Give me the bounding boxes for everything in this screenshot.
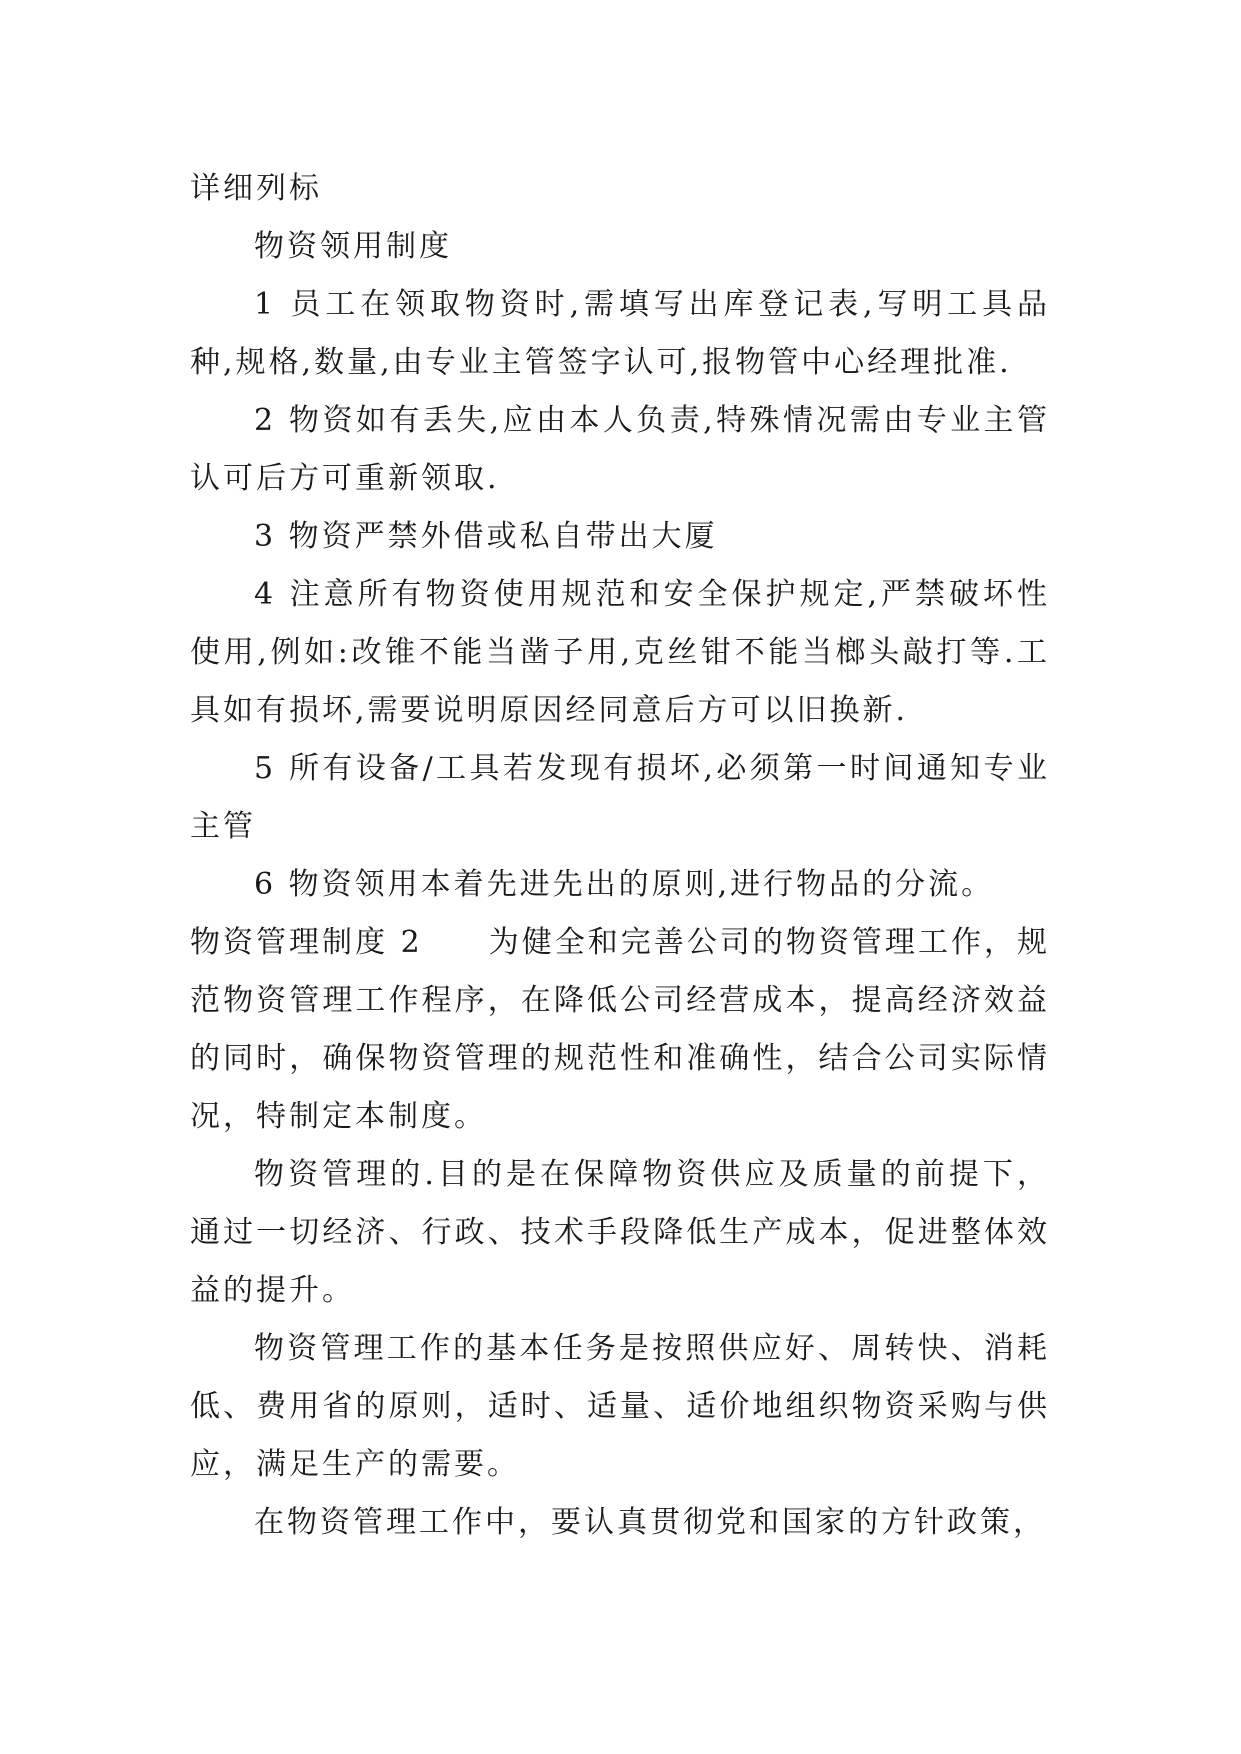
rule-item-1: 1 员工在领取物资时,需填写出库登记表,写明工具品种,规格,数量,由专业主管签字认可,报物管中心经理批准. bbox=[190, 287, 1050, 380]
body-paragraph: 在物资管理工作中，要认真贯彻党和国家的方针政策， bbox=[254, 1505, 1046, 1540]
document-heading: 详细列标 bbox=[190, 171, 322, 206]
body-paragraph: 物资管理工作的基本任务是按照供应好、周转快、消耗低、费用省的原则，适时、适量、适价地组织物资采购与供应，满足生产的需要。 bbox=[190, 1331, 1050, 1482]
section2-intro-paragraph bbox=[190, 914, 1050, 1146]
section-title: 物资领用制度 bbox=[254, 229, 452, 264]
document-body bbox=[190, 160, 1050, 1552]
rule-item-4: 4 注意所有物资使用规范和安全保护规定,严禁破坏性使用,例如:改锥不能当凿子用,克丝钳不能当榔头敲打等.工具如有损坏,需要说明原因经同意后方可以旧换新. bbox=[190, 577, 1050, 728]
rule-item-6: 6 物资领用本着先进先出的原则,进行物品的分流。 bbox=[254, 867, 995, 902]
body-paragraph: 物资管理的.目的是在保障物资供应及质量的前提下，通过一切经济、行政、技术手段降低生产成本，促进整体效益的提升。 bbox=[190, 1157, 1050, 1308]
section2-title: 物资管理制度 2 bbox=[190, 925, 423, 960]
rule-item-2: 2 物资如有丢失,应由本人负责,特殊情况需由专业主管认可后方可重新领取. bbox=[190, 403, 1050, 496]
section2-intro: 为健全和完善公司的物资管理工作，规范物资管理工作程序，在降低公司经营成本，提高经济效益的同时，确保物资管理的规范性和准确性，结合公司实际情况，特制定本制度。 bbox=[190, 925, 1050, 1134]
rule-item-3: 3 物资严禁外借或私自带出大厦 bbox=[254, 519, 718, 554]
rule-item-5: 5 所有设备/工具若发现有损坏,必须第一时间通知专业主管 bbox=[190, 751, 1050, 844]
